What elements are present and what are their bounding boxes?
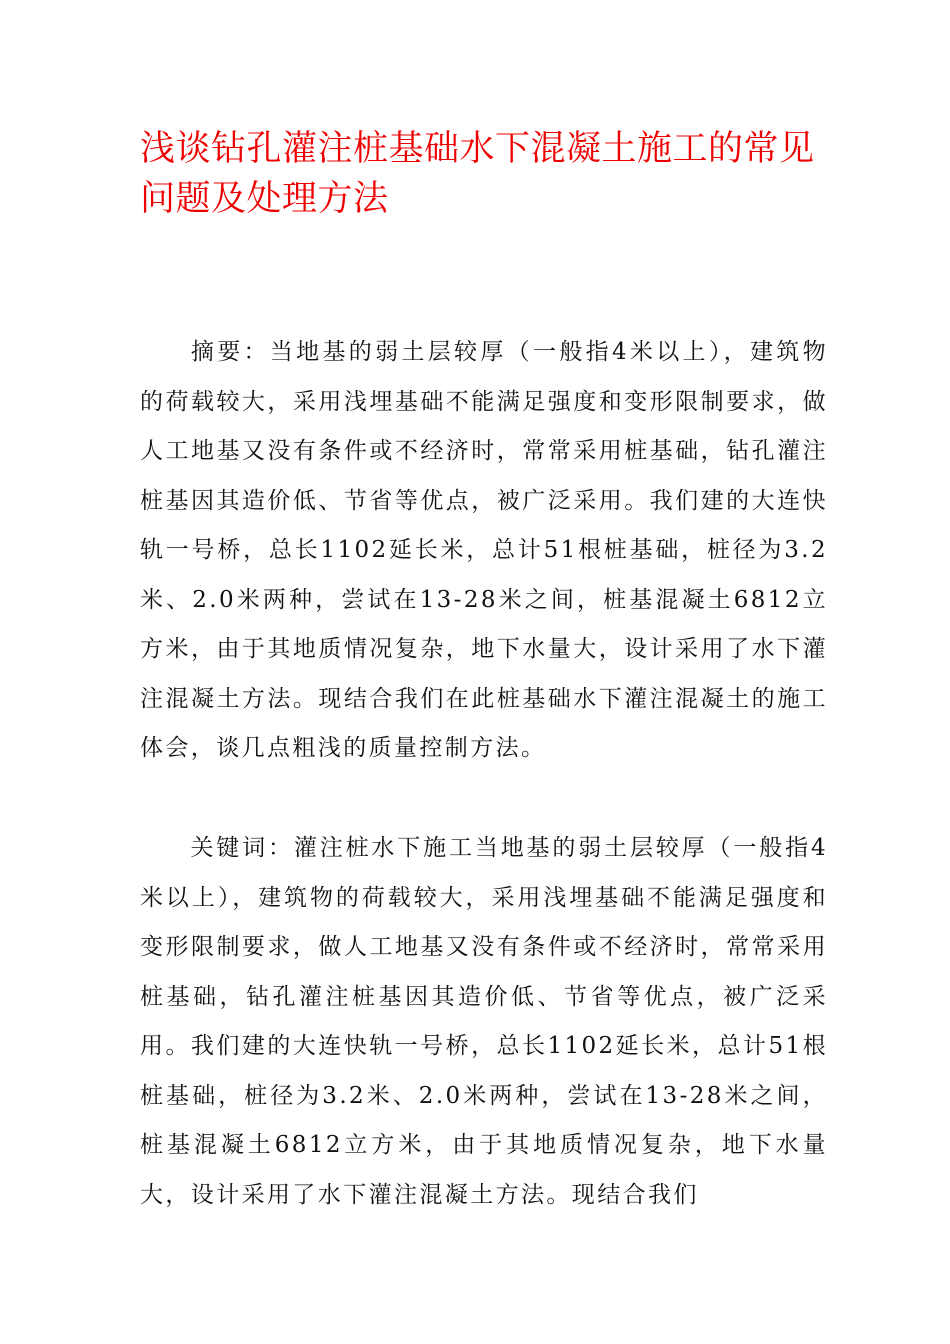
abstract-text: 摘要：当地基的弱土层较厚（一般指4米以上），建筑物的荷载较大，采用浅埋基础不能满足强度和变形限制要求，做人工地基又没有条件或不经济时，常常采用桩基础，钻孔灌注桩基因其造价低、节省等优点，被广泛采用。我们建的大连快轨一号桥，总长1102延长米，总计51根桩基础，桩径为3.2米、2.0米两种，尝试在13-28米之间，桩基混凝土6812立方米，由于其地质情况复杂，地下水量大，设计采用了水下灌注混凝土方法。现结合我们在此桩基础水下灌注混凝土的施工体会，谈几点粗浅的质量控制方法。: [140, 339, 828, 761]
abstract-paragraph: [140, 328, 828, 774]
document-title: 浅谈钻孔灌注桩基础水下混凝土施工的常见问题及处理方法: [140, 129, 815, 219]
keywords-paragraph: [140, 824, 828, 1220]
keywords-text: 关键词：灌注桩水下施工当地基的弱土层较厚（一般指4米以上），建筑物的荷载较大，采用浅埋基础不能满足强度和变形限制要求，做人工地基又没有条件或不经济时，常常采用桩基础，钻孔灌注桩基因其造价低、节省等优点，被广泛采用。我们建的大连快轨一号桥，总长1102延长米，总计51根桩基础，桩径为3.2米、2.0米两种，尝试在13-28米之间，桩基混凝土6812立方米，由于其地质情况复杂，地下水量大，设计采用了水下灌注混凝土方法。现结合我们: [140, 835, 828, 1208]
